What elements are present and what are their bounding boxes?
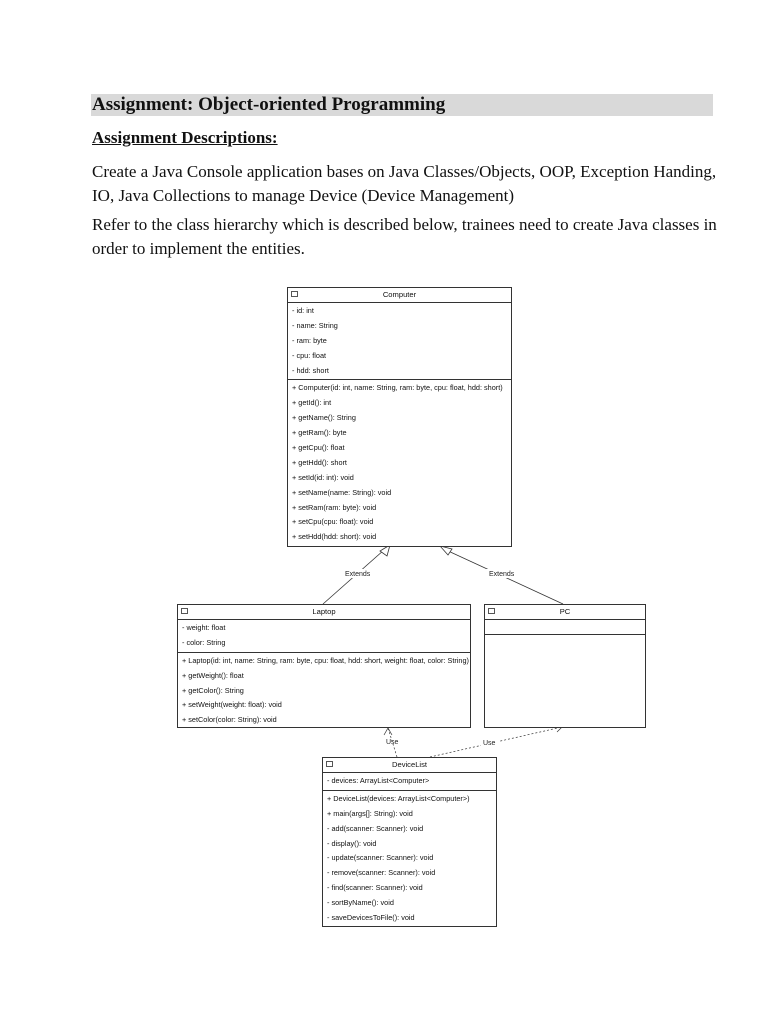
method: + setName(name: String): void [292, 487, 392, 497]
class-name: Laptop [312, 607, 336, 616]
method: + setRam(ram: byte): void [292, 502, 377, 512]
paragraph-intro: Create a Java Console application bases on Java Classes/Objects, OOP, Exception Handing, IO, Java Collections to manage Device (Device Management) [92, 162, 717, 205]
class-laptop [177, 604, 471, 728]
method: + Computer(id: int, name: String, ram: byte, cpu: float, hdd: short) [292, 383, 503, 393]
class-icon [291, 291, 298, 297]
method: + getName(): String [292, 413, 356, 423]
method: + getRam(): byte [292, 428, 347, 438]
attributes-section [323, 773, 496, 791]
attribute: - hdd: short [292, 365, 329, 375]
methods-section [178, 653, 470, 729]
methods-section [323, 791, 496, 927]
method: - sortByName(): void [327, 898, 394, 908]
methods-section [288, 380, 511, 546]
method: + setColor(color: String): void [182, 715, 277, 725]
method: + setHdd(hdd: short): void [292, 532, 377, 542]
method: + getHdd(): short [292, 457, 347, 467]
class-name: PC [559, 607, 571, 616]
method: + DeviceList(devices: ArrayList<Computer>) [327, 793, 470, 803]
method: + setCpu(cpu: float): void [292, 517, 374, 527]
attribute: - id: int [292, 306, 314, 315]
paragraph-hierarchy: Refer to the class hierarchy which is described below, trainees need to create Java classes in order to implement the entities. [92, 215, 717, 258]
attribute: - color: String [182, 637, 226, 647]
method: - remove(scanner: Scanner): void [327, 868, 436, 878]
method: - add(scanner: Scanner): void [327, 823, 424, 833]
attribute: - weight: float [182, 623, 226, 632]
method: - update(scanner: Scanner): void [327, 853, 434, 863]
attributes-section [178, 620, 470, 653]
class-computer [287, 287, 512, 547]
method: + setWeight(weight: float): void [182, 700, 282, 710]
method: + Laptop(id: int, name: String, ram: byte, cpu: float, hdd: short, weight: float, color: String) [182, 655, 469, 665]
attribute: - cpu: float [292, 350, 327, 360]
attribute: - devices: ArrayList<Computer> [327, 776, 430, 785]
extends-label-laptop: Extends [345, 571, 371, 578]
class-devicelist [322, 757, 497, 927]
class-icon [181, 608, 188, 614]
document-title: Assignment: Object-oriented Programming [92, 94, 446, 115]
method: + setId(id: int): void [292, 472, 354, 482]
method: - saveDevicesToFile(): void [327, 913, 415, 923]
use-label-laptop: Use [386, 739, 399, 746]
extends-label-pc: Extends [489, 571, 515, 578]
attribute: - ram: byte [292, 335, 327, 345]
class-icon [326, 761, 333, 767]
use-label-pc: Use [483, 740, 496, 747]
method: - display(): void [327, 838, 377, 848]
class-pc [484, 604, 646, 728]
method: + main(args[]: String): void [327, 808, 413, 818]
class-name: Computer [382, 290, 417, 299]
method: + getId(): int [292, 398, 332, 408]
attributes-section [485, 620, 645, 635]
section-heading: Assignment Descriptions: [92, 128, 278, 147]
attribute: - name: String [292, 320, 338, 330]
method: + getColor(): String [182, 685, 244, 695]
class-icon [488, 608, 495, 614]
class-name: DeviceList [391, 760, 428, 769]
attributes-section [288, 303, 511, 380]
method: + getWeight(): float [182, 670, 244, 680]
extends-arrowhead-pc [440, 546, 452, 555]
method: + getCpu(): float [292, 443, 345, 453]
method: - find(scanner: Scanner): void [327, 883, 423, 893]
